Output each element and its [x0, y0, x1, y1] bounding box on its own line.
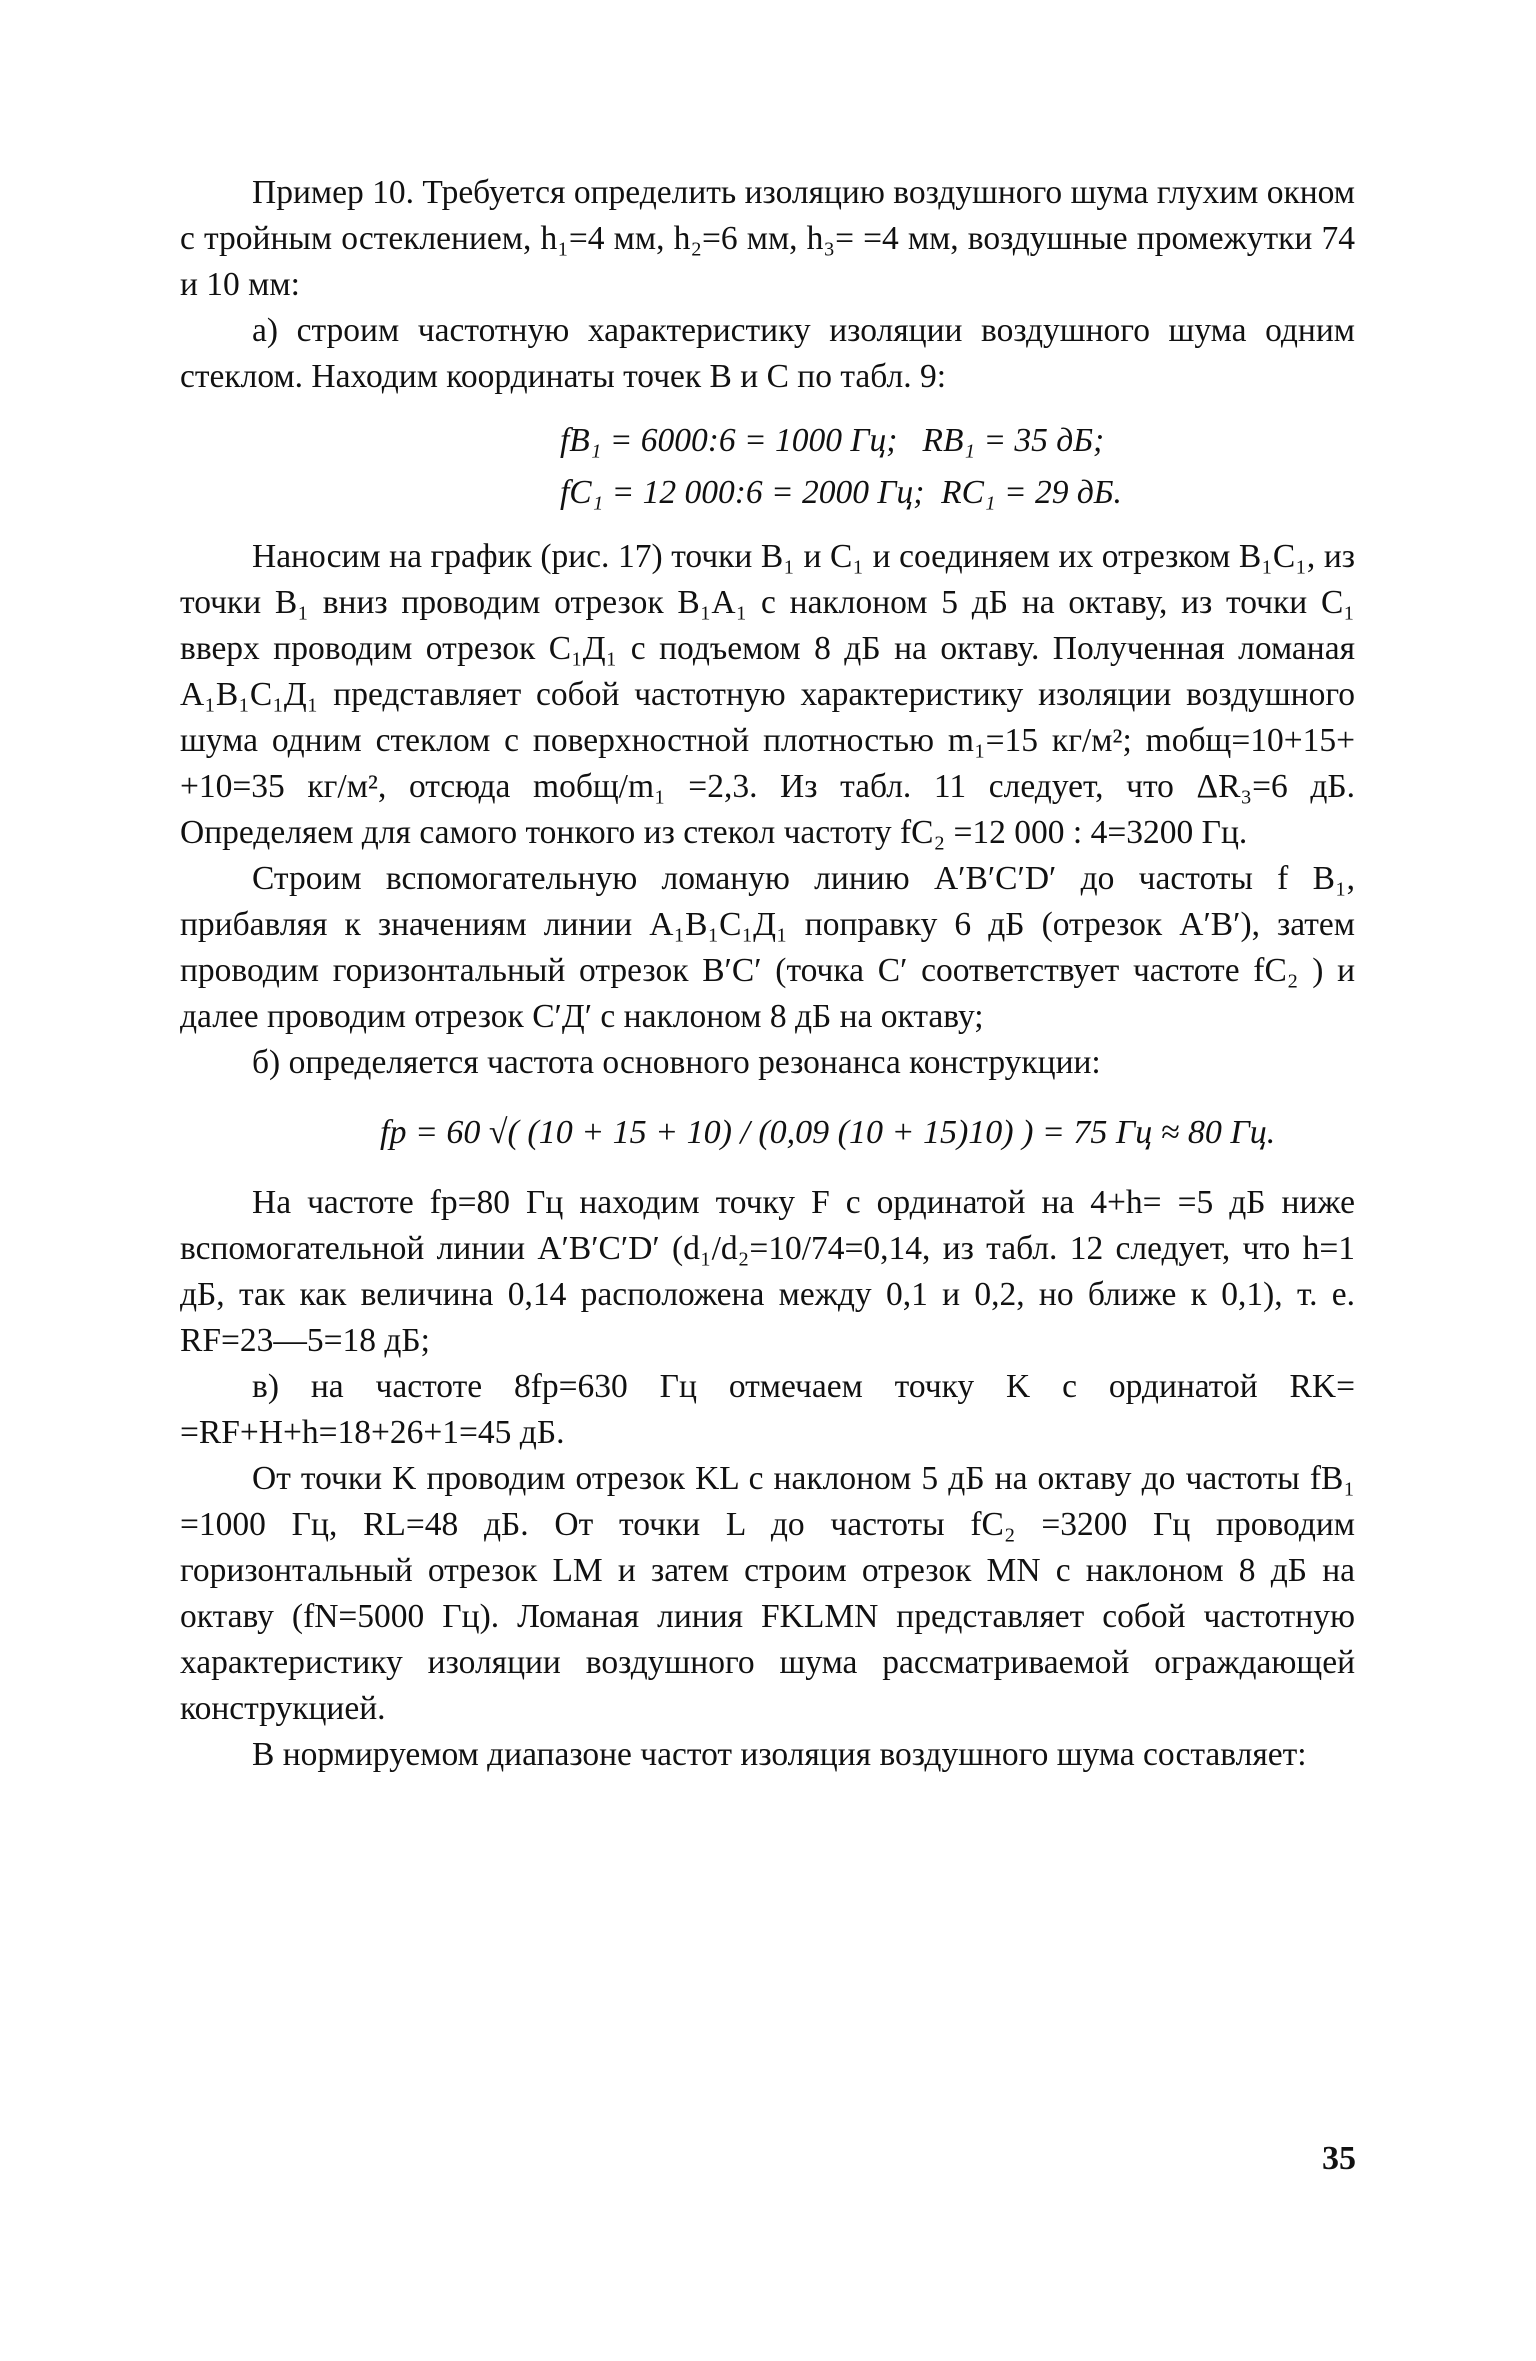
formula-c1: fC₁ = 12 000:6 = 2000 Гц; RC₁ = 29 дБ. [560, 474, 1122, 511]
paragraph-example-intro: Пример 10. Требуется определить изоляцию воздушного шума глухим окном с тройным остеклением, h₁=4 мм, h₂=6 мм, h₃= =4 мм, воздушные промежутки 74 и 10 мм: [180, 174, 1355, 303]
page-number: 35 [1322, 2140, 1356, 2177]
formula-coordinates [180, 418, 1355, 516]
formula-resonance: fр = 60 √( (10 + 15 + 10) / (0,09 (10 + 15)10) ) = 75 Гц ≈ 80 Гц. [380, 1114, 1276, 1151]
paragraph-step-b: б) определяется частота основного резонанса конструкции: [252, 1044, 1101, 1081]
body-text [180, 170, 1355, 1778]
paragraph-step-a: а) строим частотную характеристику изоляции воздушного шума одним стеклом. Находим координаты точек В и С по табл. 9: [180, 312, 1355, 395]
formula-b1: fB₁ = 6000:6 = 1000 Гц; RB₁ = 35 дБ; [560, 422, 1105, 459]
paragraph-point-f: На частоте fр=80 Гц находим точку F с ординатой на 4+h= =5 дБ ниже вспомогательной линии A′B′C′D′ (d₁/d₂=10/74=0,14, из табл. 12 следует, что h=1 дБ, так как величина 0,14 расположена между 0,1 и 0,2, но ближе к 0,1), т. е. RF=23—5=18 дБ; [180, 1184, 1355, 1359]
paragraph-conclusion: В нормируемом диапазоне частот изоляция воздушного шума составляет: [252, 1736, 1307, 1773]
paragraph-plot: Наносим на график (рис. 17) точки B₁ и C₁ и соединяем их отрезком B₁C₁, из точки B₁ вниз проводим отрезок B₁A₁ с наклоном 5 дБ на октаву, из точки C₁ вверх проводим отрезок C₁Д₁ с подъемом 8 дБ на октаву. Полученная ломаная A₁B₁C₁Д₁ представляет собой частотную характеристику изоляции воздушного шума одним стеклом с поверхностной плотностью m₁=15 кг/м²; mобщ=10+15+ +10=35 кг/м², отсюда mобщ/m₁ =2,3. Из табл. 11 следует, что ΔR₃=6 дБ. Определяем для самого тонкого из стекол частоту fC₂ =12 000 : 4=3200 Гц. [180, 538, 1355, 851]
paragraph-auxiliary-line: Строим вспомогательную ломаную линию A′B′C′D′ до частоты f B₁, прибавляя к значениям линии A₁B₁C₁Д₁ поправку 6 дБ (отрезок A′B′), затем проводим горизонтальный отрезок B′C′ (точка C′ соответствует частоте fC₂ ) и далее проводим отрезок C′Д′ с наклоном 8 дБ на октаву; [180, 860, 1355, 1035]
paragraph-step-v: в) на частоте 8fр=630 Гц отмечаем точку K с ординатой RK= =RF+H+h=18+26+1=45 дБ. [180, 1368, 1355, 1451]
paragraph-segments: От точки K проводим отрезок KL с наклоном 5 дБ на октаву до частоты fB₁ =1000 Гц, RL=48 дБ. От точки L до частоты fC₂ =3200 Гц проводим горизонтальный отрезок LM и затем строим отрезок MN с наклоном 8 дБ на октаву (fN=5000 Гц). Ломаная линия FKLMN представляет собой частотную характеристику изоляции воздушного шума рассматриваемой ограждающей конструкцией. [180, 1460, 1355, 1727]
